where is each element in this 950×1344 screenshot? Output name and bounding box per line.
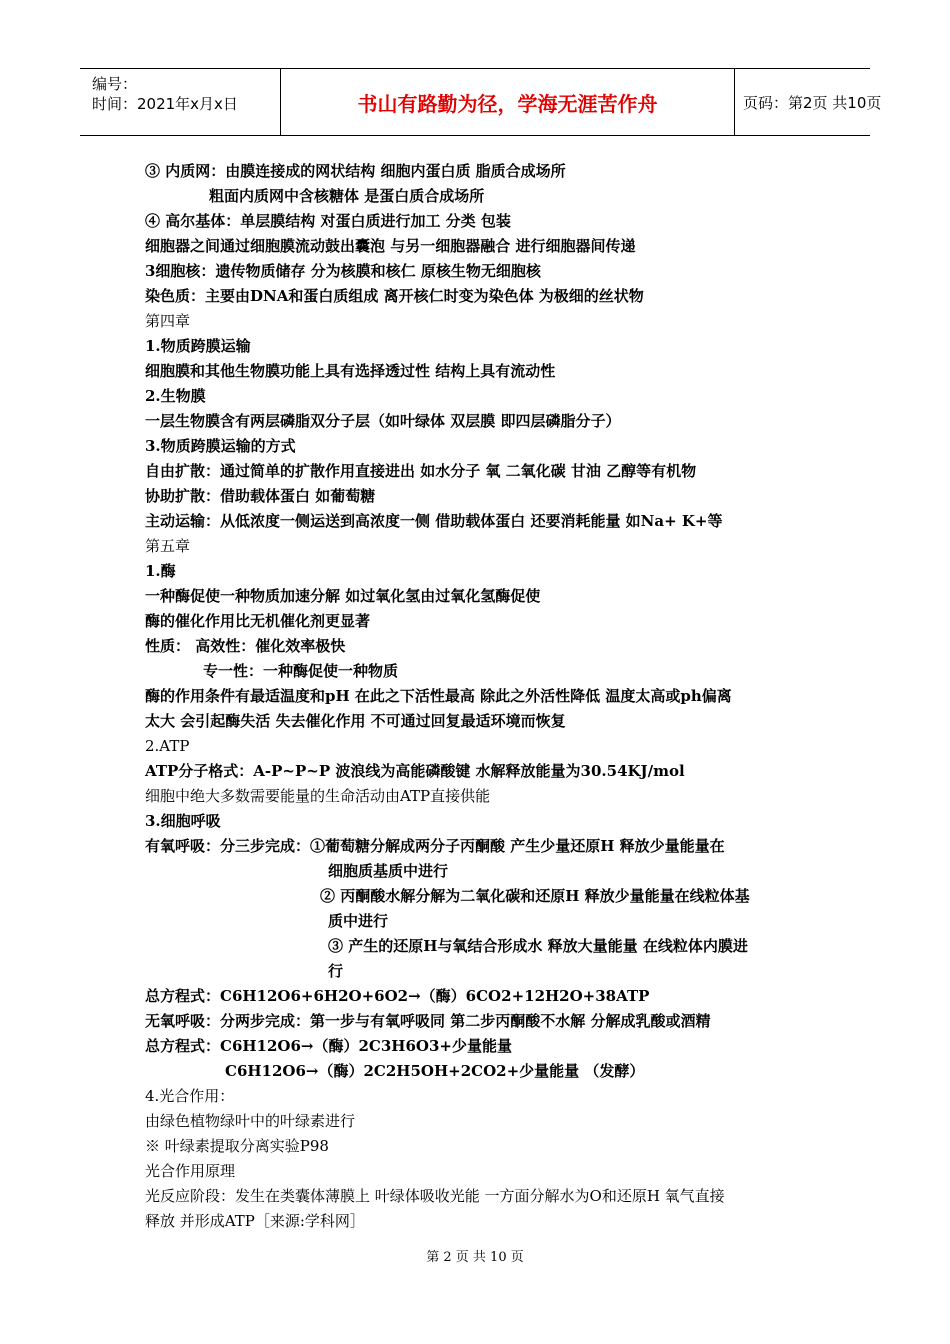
text-line: 由绿色植物绿叶中的叶绿素进行 [145,1112,356,1130]
text-line: 第四章 [145,312,191,330]
text-line: ④ 高尔基体：单层膜结构 对蛋白质进行加工 分类 包装 [145,212,511,230]
text-line: 太大 会引起酶失活 失去催化作用 不可通过回复最适环境而恢复 [145,712,566,730]
text-line: 4.光合作用： [145,1087,235,1105]
header-motto: 书山有路勤为径，学海无涯苦作舟 [357,91,658,116]
document-body [145,159,815,1234]
text-line: 2.ATP [145,737,190,755]
text-line: 酶的催化作用比无机催化剂更显著 [145,612,371,630]
page-header [80,68,882,136]
text-line: 酶的作用条件有最适温度和pH 在此之下活性最高 除此之外活性降低 温度太高或ph偏离 [145,687,732,705]
text-line: 光反应阶段：发生在类囊体薄膜上 叶绿体吸收光能 一方面分解水为O和还原H 氧气直接 [145,1187,725,1205]
text-line: 专一性：一种酶促使一种物质 [203,662,399,680]
text-line: 一层生物膜含有两层磷脂双分子层（如叶绿体 双层膜 即四层磷脂分子） [145,412,621,430]
text-line: 主动运输：从低浓度一侧运送到高浓度一侧 借助载体蛋白 还要消耗能量 如Na+ K+等 [145,512,723,530]
text-line: 性质： 高效性：催化效率极快 [145,637,346,655]
text-line: 光合作用原理 [145,1162,236,1180]
text-line: 3.物质跨膜运输的方式 [145,437,296,455]
header-page-cell [735,69,882,135]
text-line: 细胞膜和其他生物膜功能上具有选择透过性 结构上具有流动性 [145,362,556,380]
text-line: 总方程式：C6H12O6→（酶）2C3H6O3+少量能量 [145,1037,512,1055]
text-line: 粗面内质网中含核糖体 是蛋白质合成场所 [209,187,485,205]
text-line: 染色质：主要由DNA和蛋白质组成 离开核仁时变为染色体 为极细的丝状物 [145,287,644,305]
document-number-label: 编号： [92,75,138,93]
document-time-label: 时间：2021年x月x日 [92,95,238,113]
text-line: 释放 并形成ATP［来源:学科网］ [145,1212,365,1230]
header-page-info: 页码：第2页 共10页 [743,93,882,112]
header-motto-cell [280,69,735,135]
page-footer: 第 2 页 共 10 页 [426,1250,524,1265]
text-line: 3.细胞呼吸 [145,812,221,830]
text-line: 3细胞核：遗传物质储存 分为核膜和核仁 原核生物无细胞核 [145,262,541,280]
text-line: 细胞中绝大多数需要能量的生命活动由ATP直接供能 [145,787,491,805]
text-line: 协助扩散：借助载体蛋白 如葡萄糖 [145,487,376,505]
text-line: 有氧呼吸：分三步完成：①葡萄糖分解成两分子丙酮酸 产生少量还原H 释放少量能量在 [145,837,725,855]
text-line: ③ 内质网：由膜连接成的网状结构 细胞内蛋白质 脂质合成场所 [145,162,566,180]
text-line: 行 [328,962,344,980]
text-line: C6H12O6→（酶）2C2H5OH+2CO2+少量能量 （发酵） [225,1062,645,1080]
text-line: 1.酶 [145,562,176,580]
text-line: 自由扩散：通过简单的扩散作用直接进出 如水分子 氧 二氧化碳 甘油 乙醇等有机物 [145,462,697,480]
text-line: 细胞质基质中进行 [328,862,449,880]
header-meta-cell [80,69,280,135]
text-line: 1.物质跨膜运输 [145,337,251,355]
text-line: 质中进行 [328,912,389,930]
text-line: ※ 叶绿素提取分离实验P98 [145,1137,329,1155]
text-line: 细胞器之间通过细胞膜流动鼓出囊泡 与另一细胞器融合 进行细胞器间传递 [145,237,636,255]
text-line: 总方程式：C6H12O6+6H2O+6O2→（酶）6CO2+12H2O+38ATP [145,987,650,1005]
text-line: 2.生物膜 [145,387,206,405]
text-line: 第五章 [145,537,191,555]
text-line: ③ 产生的还原H与氧结合形成水 释放大量能量 在线粒体内膜进 [328,937,748,955]
text-line: ② 丙酮酸水解分解为二氧化碳和还原H 释放少量能量在线粒体基 [320,887,750,905]
text-line: 一种酶促使一种物质加速分解 如过氧化氢由过氧化氢酶促使 [145,587,541,605]
text-line: ATP分子格式：A-P~P~P 波浪线为高能磷酸键 水解释放能量为30.54KJ/mol [145,762,685,780]
text-line: 无氧呼吸：分两步完成：第一步与有氧呼吸同 第二步丙酮酸不水解 分解成乳酸或酒精 [145,1012,711,1030]
